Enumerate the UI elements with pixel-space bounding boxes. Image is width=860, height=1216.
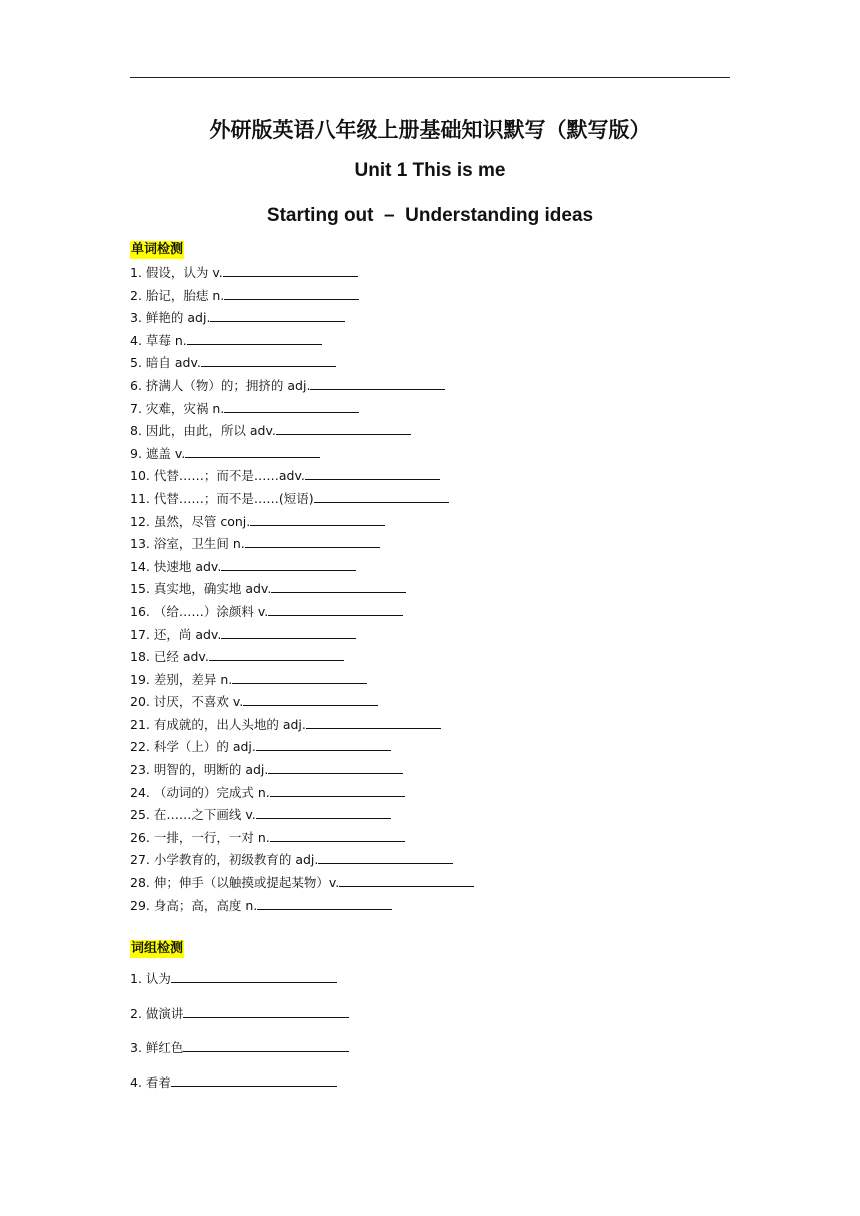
item-prompt: 身高；高，高度 n. <box>153 897 258 913</box>
vocab-list <box>130 263 474 918</box>
item-prompt: 因此，由此，所以 adv. <box>145 423 276 439</box>
item-number: 24 . <box>130 784 154 802</box>
item-number: 26 . <box>130 829 154 847</box>
vocab-check-label: 单词检测 <box>131 242 184 257</box>
answer-blank[interactable] <box>224 286 359 300</box>
answer-blank[interactable] <box>268 760 403 774</box>
item-number: 14 . <box>130 558 154 576</box>
list-item <box>130 969 349 1004</box>
item-prompt: 看着 <box>145 1074 171 1090</box>
list-item <box>130 850 474 873</box>
answer-blank[interactable] <box>243 692 378 706</box>
item-prompt: 遮盖 v. <box>145 445 186 461</box>
item-number: 11 . <box>130 490 154 508</box>
item-prompt: 代替……；而不是……adv. <box>153 468 305 484</box>
list-item <box>130 670 474 693</box>
section-title: Starting out – Understanding ideas <box>266 205 594 226</box>
list-item <box>130 805 474 828</box>
item-number: 18 . <box>130 648 154 666</box>
item-prompt: 虽然，尽管 conj. <box>153 513 251 529</box>
list-item <box>130 557 474 580</box>
item-number: 3 . <box>130 1039 146 1057</box>
item-number: 20 . <box>130 693 154 711</box>
list-item <box>130 737 474 760</box>
list-item <box>130 828 474 851</box>
item-prompt: 假设，认为 v. <box>145 265 223 280</box>
item-prompt: （给……）涂颜料 v. <box>153 603 269 619</box>
list-item <box>130 760 474 783</box>
phrase-list <box>130 969 349 1107</box>
list-item <box>130 1038 349 1073</box>
list-item <box>130 421 474 444</box>
item-number: 17 . <box>130 626 154 644</box>
list-item <box>130 692 474 715</box>
list-item <box>130 263 474 286</box>
item-number: 16 . <box>130 603 154 621</box>
phrase-check-label: 词组检测 <box>131 941 184 956</box>
item-number: 23 . <box>130 761 154 779</box>
list-item <box>130 896 474 919</box>
answer-blank[interactable] <box>210 308 345 322</box>
answer-blank[interactable] <box>209 647 344 661</box>
item-number: 2 . <box>130 1005 146 1023</box>
item-number: 4 . <box>130 332 146 350</box>
answer-blank[interactable] <box>223 263 358 277</box>
item-prompt: 科学（上）的 adj. <box>153 739 256 755</box>
document-title: 外研版英语八年级上册基础知识默写（默写版） <box>209 118 651 142</box>
item-number: 29 . <box>130 897 154 915</box>
item-number: 1 . <box>130 264 146 282</box>
list-item <box>130 647 474 670</box>
item-prompt: 做演讲 <box>145 1005 184 1021</box>
unit-title: Unit 1 This is me <box>354 160 506 181</box>
answer-blank[interactable] <box>183 1038 349 1052</box>
answer-blank[interactable] <box>270 783 405 797</box>
item-prompt: 认为 <box>145 971 171 986</box>
item-number: 27 . <box>130 851 154 869</box>
answer-blank[interactable] <box>310 376 445 390</box>
list-item <box>130 444 474 467</box>
list-item <box>130 331 474 354</box>
list-item <box>130 466 474 489</box>
list-item <box>130 286 474 309</box>
answer-blank[interactable] <box>276 421 411 435</box>
answer-blank[interactable] <box>306 715 441 729</box>
answer-blank[interactable] <box>185 444 320 458</box>
item-number: 1 . <box>130 970 146 988</box>
item-prompt: 鲜红色 <box>145 1040 184 1056</box>
item-prompt: 快速地 adv. <box>153 558 222 574</box>
list-item <box>130 399 474 422</box>
item-prompt: 明智的，明断的 adj. <box>153 762 269 778</box>
answer-blank[interactable] <box>318 850 453 864</box>
item-number: 7 . <box>130 400 146 418</box>
item-number: 6 . <box>130 377 146 395</box>
item-prompt: 讨厌，不喜欢 v. <box>153 694 244 710</box>
item-prompt: 代替……；而不是……(短语) <box>153 490 314 506</box>
item-prompt: 在……之下画线 v. <box>153 807 256 823</box>
item-prompt: 小学教育的，初级教育的 adj. <box>153 852 319 868</box>
list-item <box>130 1004 349 1039</box>
answer-blank[interactable] <box>232 670 367 684</box>
item-number: 9 . <box>130 445 146 463</box>
item-number: 28 . <box>130 874 154 892</box>
list-item <box>130 625 474 648</box>
answer-blank[interactable] <box>257 896 392 910</box>
answer-blank[interactable] <box>256 737 391 751</box>
item-prompt: 差别，差异 n. <box>153 671 233 687</box>
item-number: 22 . <box>130 738 154 756</box>
item-number: 19 . <box>130 671 154 689</box>
item-prompt: （动词的）完成式 n. <box>153 784 270 800</box>
answer-blank[interactable] <box>245 534 380 548</box>
answer-blank[interactable] <box>224 399 359 413</box>
item-number: 3 . <box>130 309 146 327</box>
item-number: 13 . <box>130 535 154 553</box>
item-number: 5 . <box>130 354 146 372</box>
item-prompt: 伸；伸手（以触摸或提起某物）v. <box>153 875 340 891</box>
answer-blank[interactable] <box>201 353 336 367</box>
list-item <box>130 489 474 512</box>
item-prompt: 鲜艳的 adj. <box>145 310 211 326</box>
item-number: 2 . <box>130 287 146 305</box>
item-prompt: 有成就的，出人头地的 adj. <box>153 716 306 732</box>
list-item <box>130 534 474 557</box>
answer-blank[interactable] <box>171 969 337 983</box>
item-number: 10 . <box>130 467 154 485</box>
list-item <box>130 715 474 738</box>
answer-blank[interactable] <box>221 557 356 571</box>
answer-blank[interactable] <box>268 602 403 616</box>
item-prompt: 灾难，灾祸 n. <box>145 400 225 416</box>
list-item <box>130 783 474 806</box>
item-number: 15 . <box>130 580 154 598</box>
answer-blank[interactable] <box>256 805 391 819</box>
answer-blank[interactable] <box>171 1073 337 1087</box>
item-prompt: 真实地，确实地 adv. <box>153 581 272 597</box>
item-number: 8 . <box>130 422 146 440</box>
item-number: 12 . <box>130 513 154 531</box>
item-number: 21 . <box>130 716 154 734</box>
item-prompt: 浴室，卫生间 n. <box>153 536 245 552</box>
list-item <box>130 579 474 602</box>
answer-blank[interactable] <box>271 579 406 593</box>
item-prompt: 已经 adv. <box>153 649 209 665</box>
item-prompt: 一排，一行，一对 n. <box>153 829 270 845</box>
list-item <box>130 353 474 376</box>
item-prompt: 草莓 n. <box>145 332 187 348</box>
answer-blank[interactable] <box>183 1004 349 1018</box>
answer-blank[interactable] <box>250 512 385 526</box>
item-prompt: 胎记，胎痣 n. <box>145 287 225 303</box>
item-number: 25 . <box>130 806 154 824</box>
header-rule <box>130 77 730 78</box>
list-item <box>130 873 474 896</box>
answer-blank[interactable] <box>305 466 440 480</box>
item-prompt: 暗自 adv. <box>145 355 201 371</box>
list-item <box>130 602 474 625</box>
item-prompt: 还，尚 adv. <box>153 626 222 642</box>
item-prompt: 挤满人（物）的；拥挤的 adj. <box>145 377 311 393</box>
list-item <box>130 1073 349 1108</box>
answer-blank[interactable] <box>187 331 322 345</box>
answer-blank[interactable] <box>221 625 356 639</box>
list-item <box>130 376 474 399</box>
answer-blank[interactable] <box>314 489 449 503</box>
answer-blank[interactable] <box>270 828 405 842</box>
list-item <box>130 512 474 535</box>
answer-blank[interactable] <box>339 873 474 887</box>
list-item <box>130 308 474 331</box>
item-number: 4 . <box>130 1074 146 1092</box>
